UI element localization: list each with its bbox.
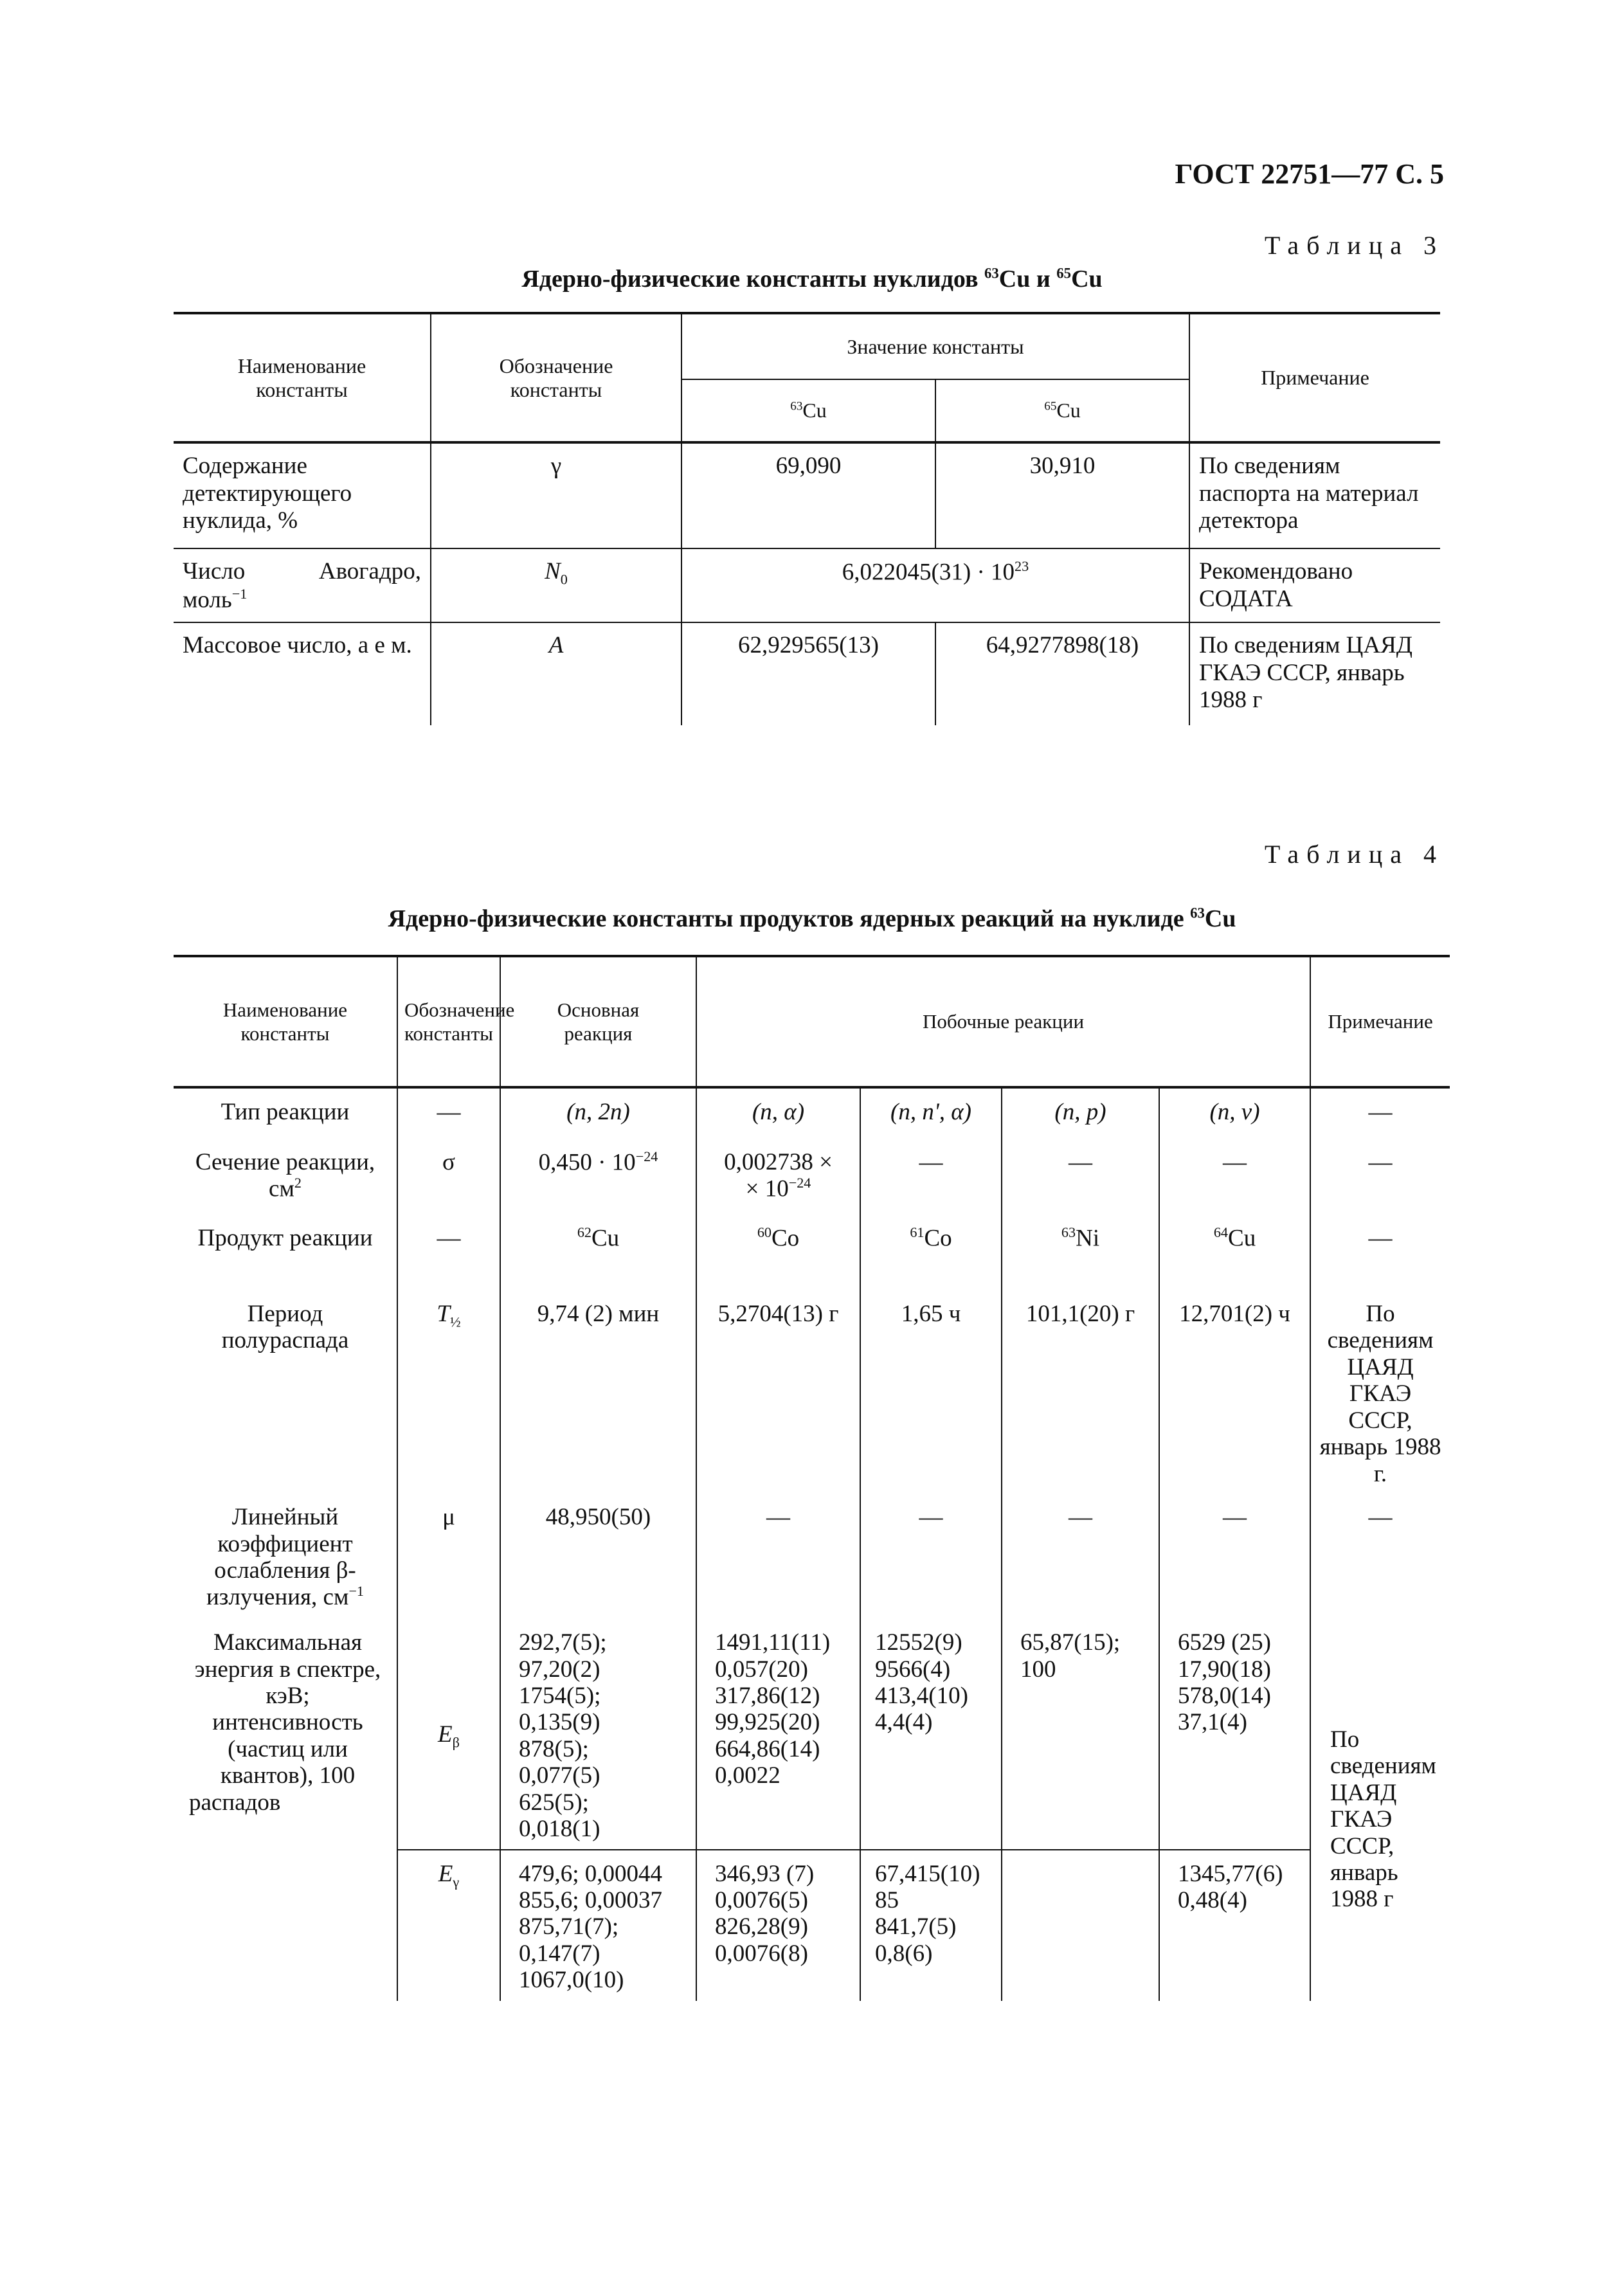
t4-atten-name [174, 1494, 397, 1619]
table3-title-prefix: Ядерно-физические константы нуклидов [521, 266, 984, 293]
t4-type-r3 [1002, 1087, 1159, 1139]
t4-cross-r1 [696, 1139, 860, 1215]
t4-atten-r4: — [1159, 1494, 1310, 1619]
t4-energy-gamma-r3 [1002, 1850, 1159, 2001]
table4-title-prefix: Ядерно-физические константы продуктов ядерных реакций на нуклиде [388, 905, 1191, 932]
t3-r3-symbol [431, 622, 681, 725]
t4-product-symbol: — [397, 1215, 500, 1290]
t4-energy-beta-r3: 65,87(15); 100 [1002, 1619, 1159, 1850]
t4-energy-gamma-symbol-sub: γ [453, 1873, 460, 1890]
t4-head-main: Основная реакция [500, 956, 696, 1087]
t4-cross-r2: — [860, 1139, 1002, 1215]
table3-title [0, 265, 1624, 293]
t4-energy-beta-symbol-sub: β [452, 1734, 460, 1751]
t4-head-side: Побочные реакции [696, 956, 1310, 1087]
t4-product-r3-el: Ni [1076, 1225, 1100, 1252]
t4-type-r2-text: (n, n', α) [890, 1099, 971, 1125]
t3-head-iso2 [935, 379, 1189, 442]
t4-type-main [500, 1087, 696, 1139]
t4-cross-main [500, 1139, 696, 1215]
t3-r1-symbol: γ [431, 442, 681, 548]
t4-type-r4 [1159, 1087, 1310, 1139]
t3-r1-name: Содержание детектирующего нуклида, % [174, 442, 431, 548]
t4-atten-main: 48,950(50) [500, 1494, 696, 1619]
t4-type-note: — [1310, 1087, 1450, 1139]
t4-halflife-symbol-main: T [437, 1301, 450, 1327]
t4-halflife-note: По сведениям ЦАЯД ГКАЭ СССР, январь 1988 г. [1310, 1290, 1450, 1494]
t4-atten-r3: — [1002, 1494, 1159, 1619]
t4-type-r1 [696, 1087, 860, 1139]
t4-cross-main-sup: −24 [635, 1148, 658, 1164]
t4-energy-beta-r2: 12552(9) 9566(4) 413,4(10) 4,4(4) [860, 1619, 1002, 1850]
table3-title-and: и [1030, 266, 1057, 293]
t4-head-symbol: Обозначение константы [397, 956, 500, 1087]
t4-product-r4-el: Cu [1228, 1225, 1256, 1252]
t3-r1-v63: 69,090 [681, 442, 935, 548]
t4-head-name: Наименование константы [174, 956, 397, 1087]
t4-product-r1-num: 60 [757, 1224, 771, 1240]
t3-r2-symbol-main: N [545, 558, 561, 584]
t4-type-r1-text: (n, α) [752, 1099, 805, 1125]
t4-cross-name [174, 1139, 397, 1215]
t4-type-r2 [860, 1087, 1002, 1139]
t3-r1-note: По сведениям паспорта на материал детектора [1189, 442, 1440, 548]
t3-r3-note: По сведениям ЦАЯД ГКАЭ СССР, январь 1988 г [1189, 622, 1440, 725]
t4-product-r3 [1002, 1215, 1159, 1290]
t4-cross-name-text: Сечение реакции, см [195, 1149, 375, 1202]
t4-product-note: — [1310, 1215, 1450, 1290]
table3 [174, 312, 1440, 725]
t4-energy-gamma-r2: 67,415(10) 85 841,7(5) 0,8(6) [860, 1850, 1002, 2001]
t3-r3-v63: 62,929565(13) [681, 622, 935, 725]
t3-head-name: Наименование константы [174, 313, 431, 442]
t4-energy-beta-main: 292,7(5); 97,20(2) 1754(5); 0,135(9) 878(5); 0,077(5) 625(5); 0,018(1) [500, 1619, 696, 1850]
t3-r2-note: Рекомендовано СОДАТА [1189, 548, 1440, 622]
table4 [174, 955, 1450, 2001]
t4-atten-symbol: μ [397, 1494, 500, 1619]
t3-r2-value-base: 6,022045(31) · 10 [842, 559, 1015, 586]
t4-energy-gamma-symbol-main: E [438, 1860, 453, 1887]
table3-title-iso2: 65 [1056, 265, 1072, 282]
t4-energy-gamma-main: 479,6; 0,00044 855,6; 0,00037 875,71(7); 0,147(7) 1067,0(10) [500, 1850, 696, 2001]
t4-halflife-main: 9,74 (2) мин [500, 1290, 696, 1494]
t4-product-r4-num: 64 [1213, 1224, 1229, 1240]
t4-product-r2-num: 61 [910, 1224, 925, 1240]
t3-r2-symbol-sub: 0 [560, 571, 568, 588]
t3-head-iso2-num: 65 [1044, 399, 1057, 413]
t4-product-r4 [1159, 1215, 1310, 1290]
t4-energy-name: Максимальная энергия в спектре, кэВ; интенсивность (частиц или квантов), 100 распадов [189, 1629, 381, 1816]
t4-atten-note: — [1310, 1494, 1450, 1619]
t4-halflife-r1: 5,2704(13) г [696, 1290, 860, 1494]
t4-product-r1 [696, 1215, 860, 1290]
t3-head-value: Значение константы [681, 313, 1189, 379]
t4-type-main-text: (n, 2n) [566, 1099, 630, 1125]
table4-title-iso: 63 [1190, 905, 1205, 921]
page-header: ГОСТ 22751—77 С. 5 [1175, 158, 1444, 190]
t3-head-note: Примечание [1189, 313, 1440, 442]
t4-type-name: Тип реакции [221, 1099, 350, 1125]
t4-atten-r1: — [696, 1494, 860, 1619]
t4-halflife-symbol [397, 1290, 500, 1494]
t4-energy-note: По сведениям ЦАЯД ГКАЭ СССР, январь 1988 г [1310, 1619, 1450, 2001]
t4-cross-r4: — [1159, 1139, 1310, 1215]
t4-halflife-symbol-sub: ½ [449, 1314, 461, 1330]
t3-head-iso1-el: Cu [802, 399, 827, 422]
t4-atten-name-sup: −1 [348, 1583, 364, 1600]
t3-head-iso1-num: 63 [790, 399, 803, 413]
t3-r3-symbol-main: A [548, 632, 564, 658]
table3-label: Таблица 3 [1264, 231, 1444, 260]
table3-title-el1: Cu [998, 266, 1031, 293]
t3-r3-name: Массовое число, а е м. [174, 622, 431, 725]
t4-cross-symbol: σ [397, 1139, 500, 1215]
t4-energy-beta-r4: 6529 (25) 17,90(18) 578,0(14) 37,1(4) [1159, 1619, 1310, 1850]
t4-energy-gamma-r1: 346,93 (7) 0,0076(5) 826,28(9) 0,0076(8) [696, 1850, 860, 2001]
t3-r2-name-text: Число Авогадро, моль [183, 558, 421, 613]
t3-head-iso2-el: Cu [1056, 399, 1081, 422]
t3-head-symbol: Обозначение константы [431, 313, 681, 442]
t4-head-note: Примечание [1310, 956, 1450, 1087]
t3-head-iso1 [681, 379, 935, 442]
table3-title-iso1: 63 [984, 265, 999, 282]
t4-energy-beta-r1: 1491,11(11) 0,057(20) 317,86(12) 99,925(20) 664,86(14) 0,0022 [696, 1619, 860, 1850]
t4-product-main-num: 62 [577, 1224, 591, 1240]
t4-cross-main-base: 0,450 · 10 [538, 1149, 636, 1176]
table3-title-el2: Cu [1071, 266, 1103, 293]
t4-halflife-name: Период полураспада [221, 1301, 349, 1354]
t4-cross-r3: — [1002, 1139, 1159, 1215]
t4-cross-r1-line2-sup: −24 [788, 1175, 811, 1191]
t3-r2-name [174, 548, 431, 622]
table4-title [0, 905, 1624, 933]
t4-product-name: Продукт реакции [197, 1225, 373, 1251]
t4-type-r3-text: (n, p) [1054, 1099, 1106, 1125]
t4-halflife-r3: 101,1(20) г [1002, 1290, 1159, 1494]
t4-energy-beta-symbol-main: E [438, 1721, 453, 1748]
t4-product-r1-el: Co [771, 1225, 800, 1252]
table4-title-el: Cu [1204, 905, 1236, 932]
t3-r2-value-sup: 23 [1015, 558, 1029, 574]
t4-type-symbol: — [397, 1087, 500, 1139]
table4-label: Таблица 4 [1264, 840, 1444, 869]
t4-energy-beta-symbol [397, 1619, 500, 1850]
t4-cross-note: — [1310, 1139, 1450, 1215]
t4-product-main-el: Cu [591, 1225, 620, 1252]
t3-r2-symbol [431, 548, 681, 622]
t3-r1-v65: 30,910 [935, 442, 1189, 548]
t3-r3-v65: 64,9277898(18) [935, 622, 1189, 725]
t4-atten-name-text: Линейный коэффициент ослабления β-излучения, см [206, 1504, 356, 1611]
t4-atten-r2: — [860, 1494, 1002, 1619]
t3-r2-value [681, 548, 1189, 622]
t4-energy-gamma-r4: 1345,77(6) 0,48(4) [1159, 1850, 1310, 2001]
t4-halflife-r4: 12,701(2) ч [1159, 1290, 1310, 1494]
t4-halflife-r2: 1,65 ч [860, 1290, 1002, 1494]
t4-product-r2-el: Co [924, 1225, 952, 1252]
t4-type-r4-text: (n, ν) [1209, 1099, 1260, 1125]
t4-product-main [500, 1215, 696, 1290]
t3-r2-name-sup: −1 [231, 585, 248, 602]
t4-product-r3-num: 63 [1061, 1224, 1076, 1240]
t4-product-r2 [860, 1215, 1002, 1290]
t4-cross-r1-line2 [702, 1175, 854, 1202]
t4-cross-r1-line2-base: × 10 [745, 1175, 789, 1202]
t4-cross-r1-line1: 0,002738 × [724, 1149, 833, 1175]
t4-cross-name-sup: 2 [294, 1175, 302, 1191]
t4-energy-gamma-symbol [397, 1850, 500, 2001]
